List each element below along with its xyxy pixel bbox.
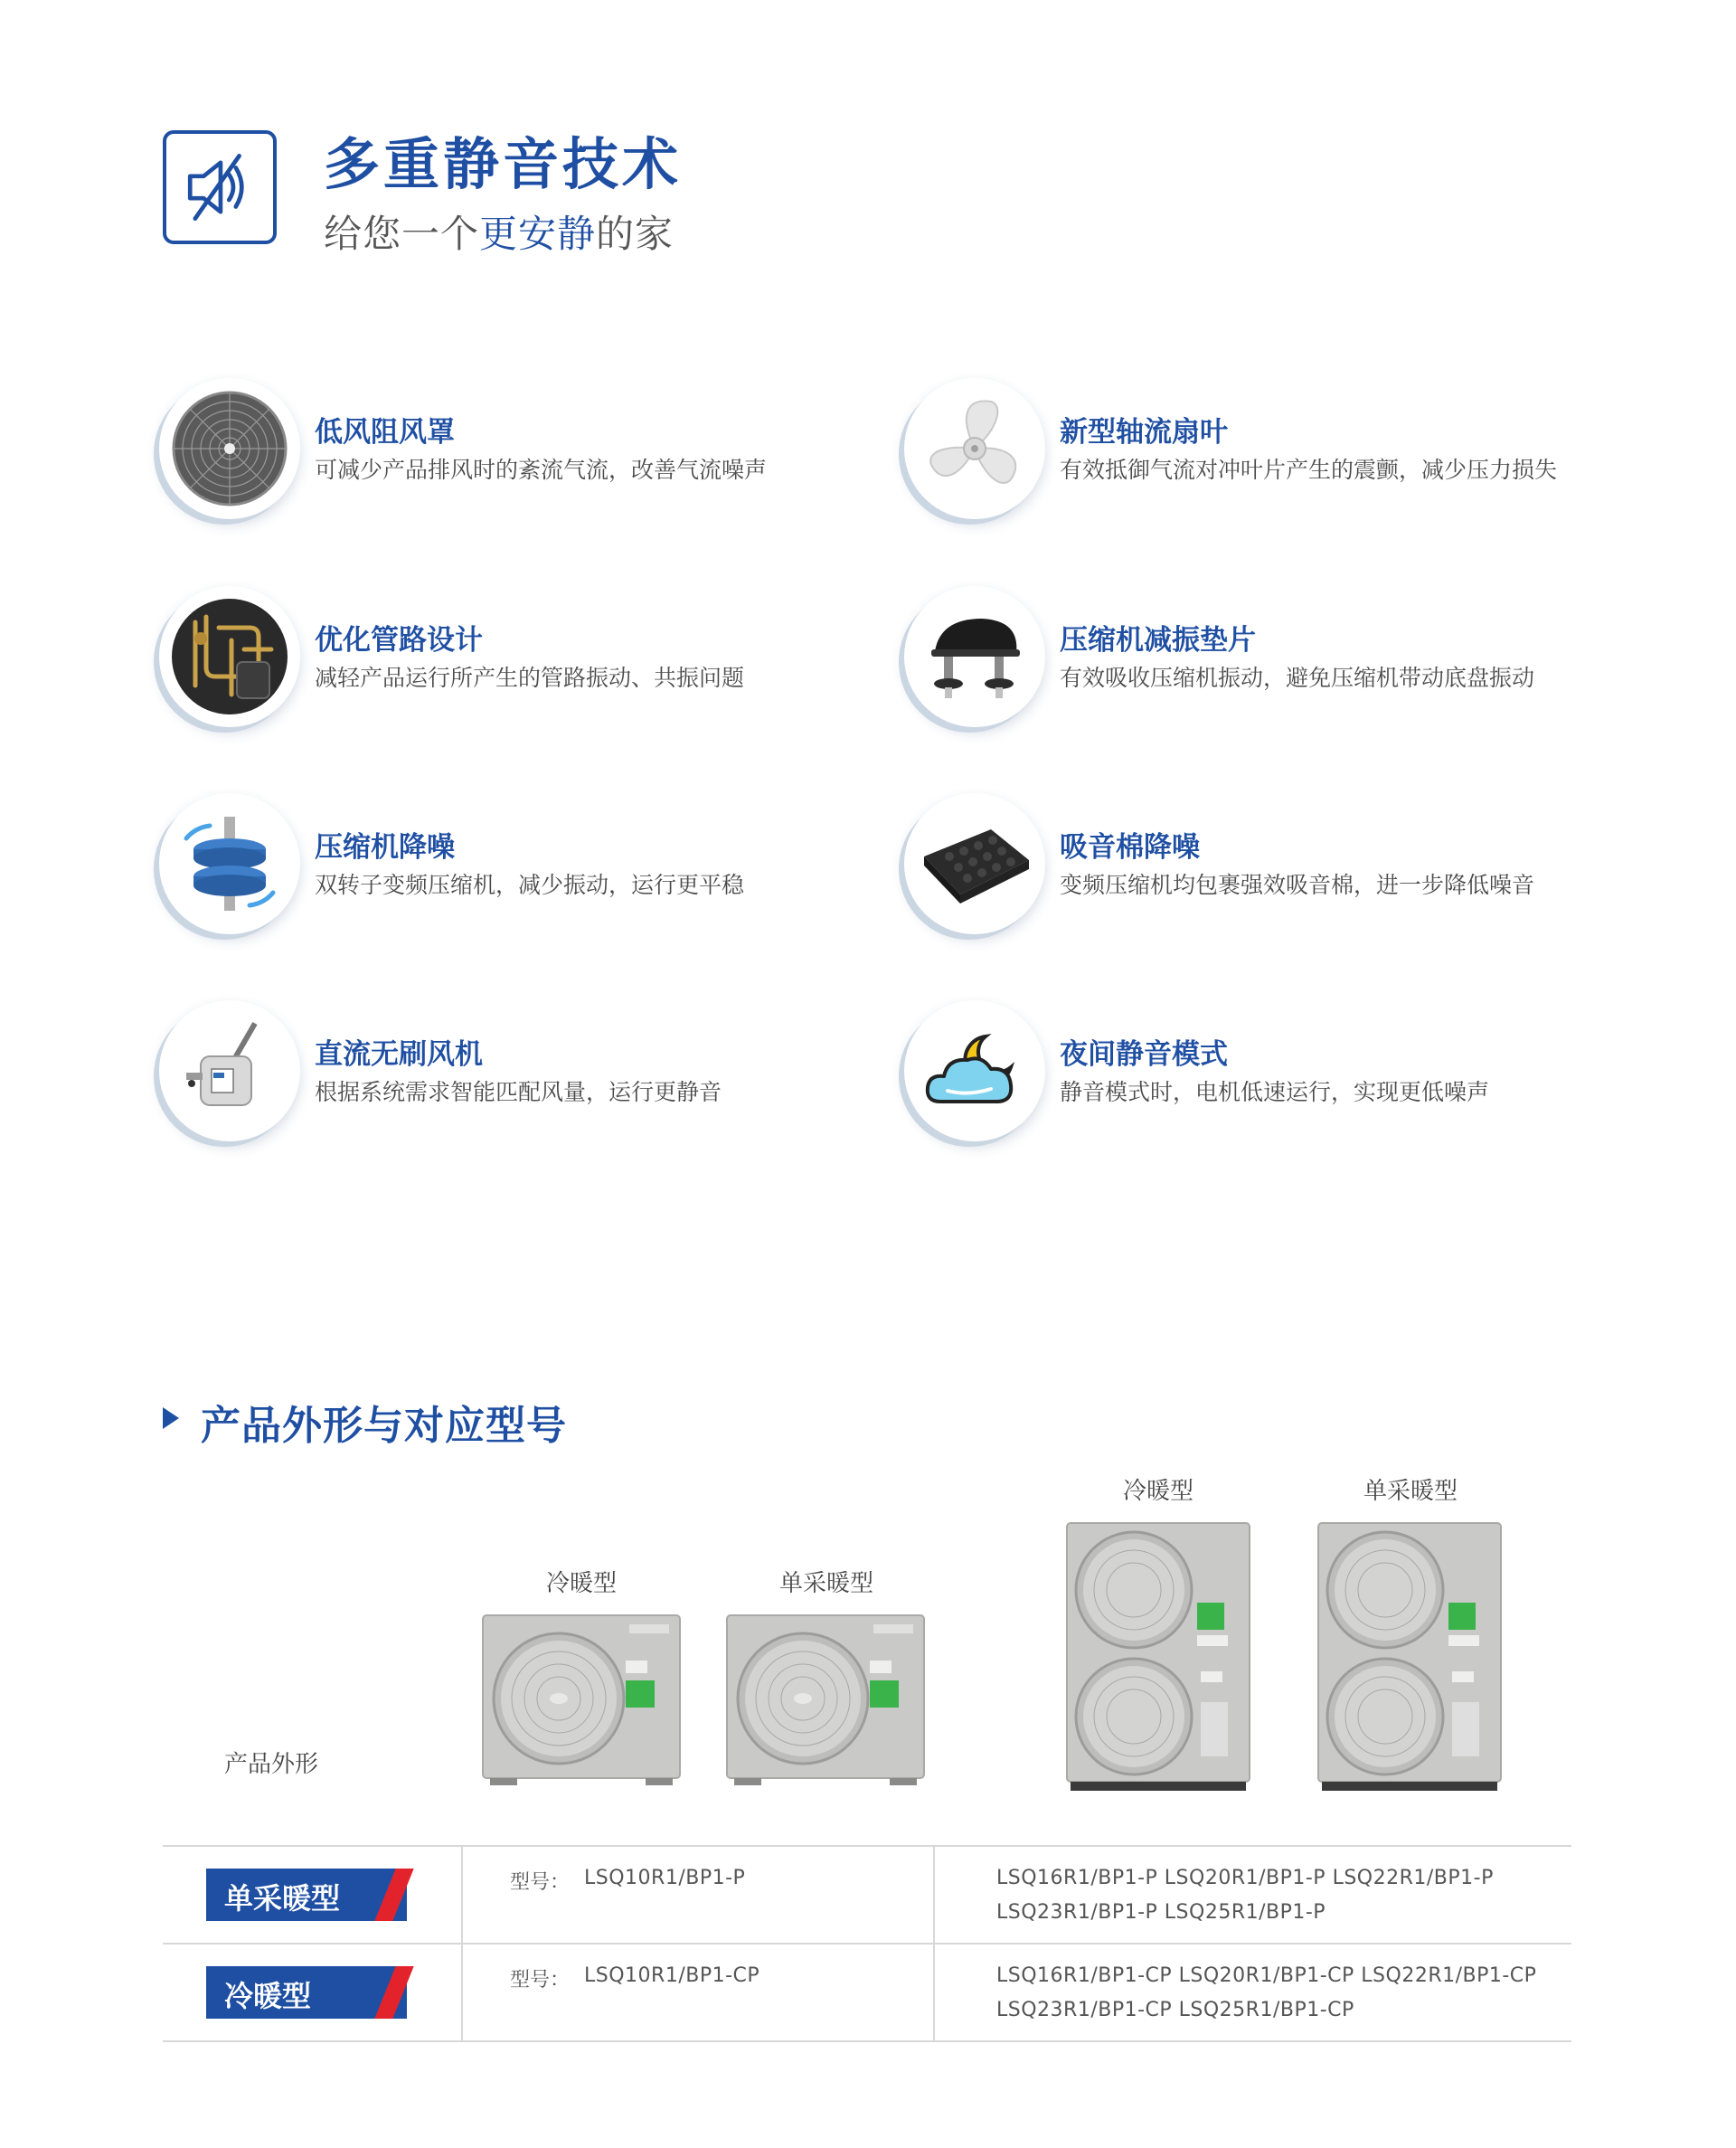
dc-motor-icon (159, 1000, 300, 1141)
subtitle-part: 给您一个 (324, 212, 480, 256)
large-unit-heat-only-image (1316, 1521, 1503, 1793)
feature-title: 直流无刷风机 (315, 1038, 483, 1071)
tag-label: 单采暖型 (224, 1881, 341, 1916)
small-model-heat-only: LSQ10R1/BP1-P (584, 1867, 746, 1889)
feature-title: 新型轴流扇叶 (1060, 416, 1228, 449)
feature-piping (159, 586, 882, 731)
feature-desc: 有效吸收压缩机振动，避免压缩机带动底盘振动 (1060, 665, 1535, 691)
large-unit-heat-cool-image (1065, 1521, 1251, 1793)
feature-title: 低风阻风罩 (315, 416, 455, 449)
section-title: 产品外形与对应型号 (201, 1403, 567, 1449)
model-label: 型号： (510, 1969, 571, 1992)
small-unit-heat-only-image (725, 1613, 926, 1787)
damping-pad-icon (904, 586, 1045, 727)
acoustic-foam-icon (904, 793, 1045, 934)
feature-title: 优化管路设计 (315, 624, 483, 657)
axial-fan-blade-icon (904, 378, 1045, 519)
small-model-heat-cool: LSQ10R1/BP1-CP (584, 1964, 760, 1987)
table-divider (163, 2040, 1571, 2042)
subtitle-highlight: 更安静 (479, 212, 597, 256)
tag-label: 冷暖型 (224, 1979, 312, 2013)
large-models-heat-only-line1: LSQ16R1/BP1-P LSQ20R1/BP1-P LSQ22R1/BP1-P (996, 1867, 1494, 1889)
feature-title: 吸音棉降噪 (1060, 831, 1200, 864)
appearance-label: 产品外形 (224, 1751, 319, 1778)
twin-rotor-icon (159, 793, 300, 934)
tag-heat-cool (206, 1966, 407, 2019)
table-divider (163, 1943, 1571, 1945)
small-unit-heat-cool-image (481, 1613, 682, 1787)
section-arrow-icon (163, 1407, 179, 1429)
page-subtitle (324, 204, 674, 259)
feature-low-resistance-grille (159, 378, 882, 523)
table-divider (163, 1845, 1571, 1847)
feature-night-mode (904, 1000, 1628, 1145)
feature-title: 压缩机降噪 (315, 831, 455, 864)
caption-small-heat-only: 单采暖型 (779, 1570, 874, 1597)
mute-speaker-icon (163, 130, 277, 244)
fan-grille-icon (159, 378, 300, 519)
large-models-heat-only-line2: LSQ23R1/BP1-P LSQ25R1/BP1-P (996, 1901, 1326, 1924)
caption-small-heat-cool: 冷暖型 (546, 1570, 618, 1597)
caption-large-heat-only: 单采暖型 (1363, 1478, 1458, 1505)
caption-large-heat-cool: 冷暖型 (1123, 1478, 1194, 1505)
table-column-divider (461, 1845, 463, 2040)
feature-acoustic-foam (904, 793, 1628, 938)
moon-cloud-icon (904, 1000, 1045, 1141)
large-models-heat-cool-line2: LSQ23R1/BP1-CP LSQ25R1/BP1-CP (996, 1999, 1354, 2021)
feature-desc: 静音模式时，电机低速运行，实现更低噪声 (1060, 1079, 1490, 1105)
page-title: 多重静音技术 (324, 131, 683, 197)
feature-desc: 双转子变频压缩机，减少振动，运行更平稳 (315, 872, 745, 898)
feature-desc: 减轻产品运行所产生的管路振动、共振问题 (315, 665, 745, 691)
piping-icon (159, 586, 300, 727)
feature-axial-fan (904, 378, 1628, 523)
large-models-heat-cool-line1: LSQ16R1/BP1-CP LSQ20R1/BP1-CP LSQ22R1/BP1-CP (996, 1964, 1537, 1987)
model-label: 型号： (510, 1871, 571, 1894)
feature-desc: 根据系统需求智能匹配风量，运行更静音 (315, 1079, 722, 1105)
feature-desc: 变频压缩机均包裹强效吸音棉，进一步降低噪音 (1060, 872, 1535, 898)
feature-compressor-noise (159, 793, 882, 938)
subtitle-part: 的家 (596, 212, 675, 256)
feature-title: 压缩机减振垫片 (1060, 624, 1256, 657)
feature-dc-motor (159, 1000, 882, 1145)
feature-desc: 可减少产品排风时的紊流气流，改善气流噪声 (315, 457, 768, 483)
feature-damping-pad (904, 586, 1628, 731)
table-column-divider (933, 1845, 935, 2040)
feature-title: 夜间静音模式 (1060, 1038, 1228, 1071)
feature-desc: 有效抵御气流对冲叶片产生的震颤，减少压力损失 (1060, 457, 1558, 483)
tag-heat-only (206, 1869, 407, 1921)
